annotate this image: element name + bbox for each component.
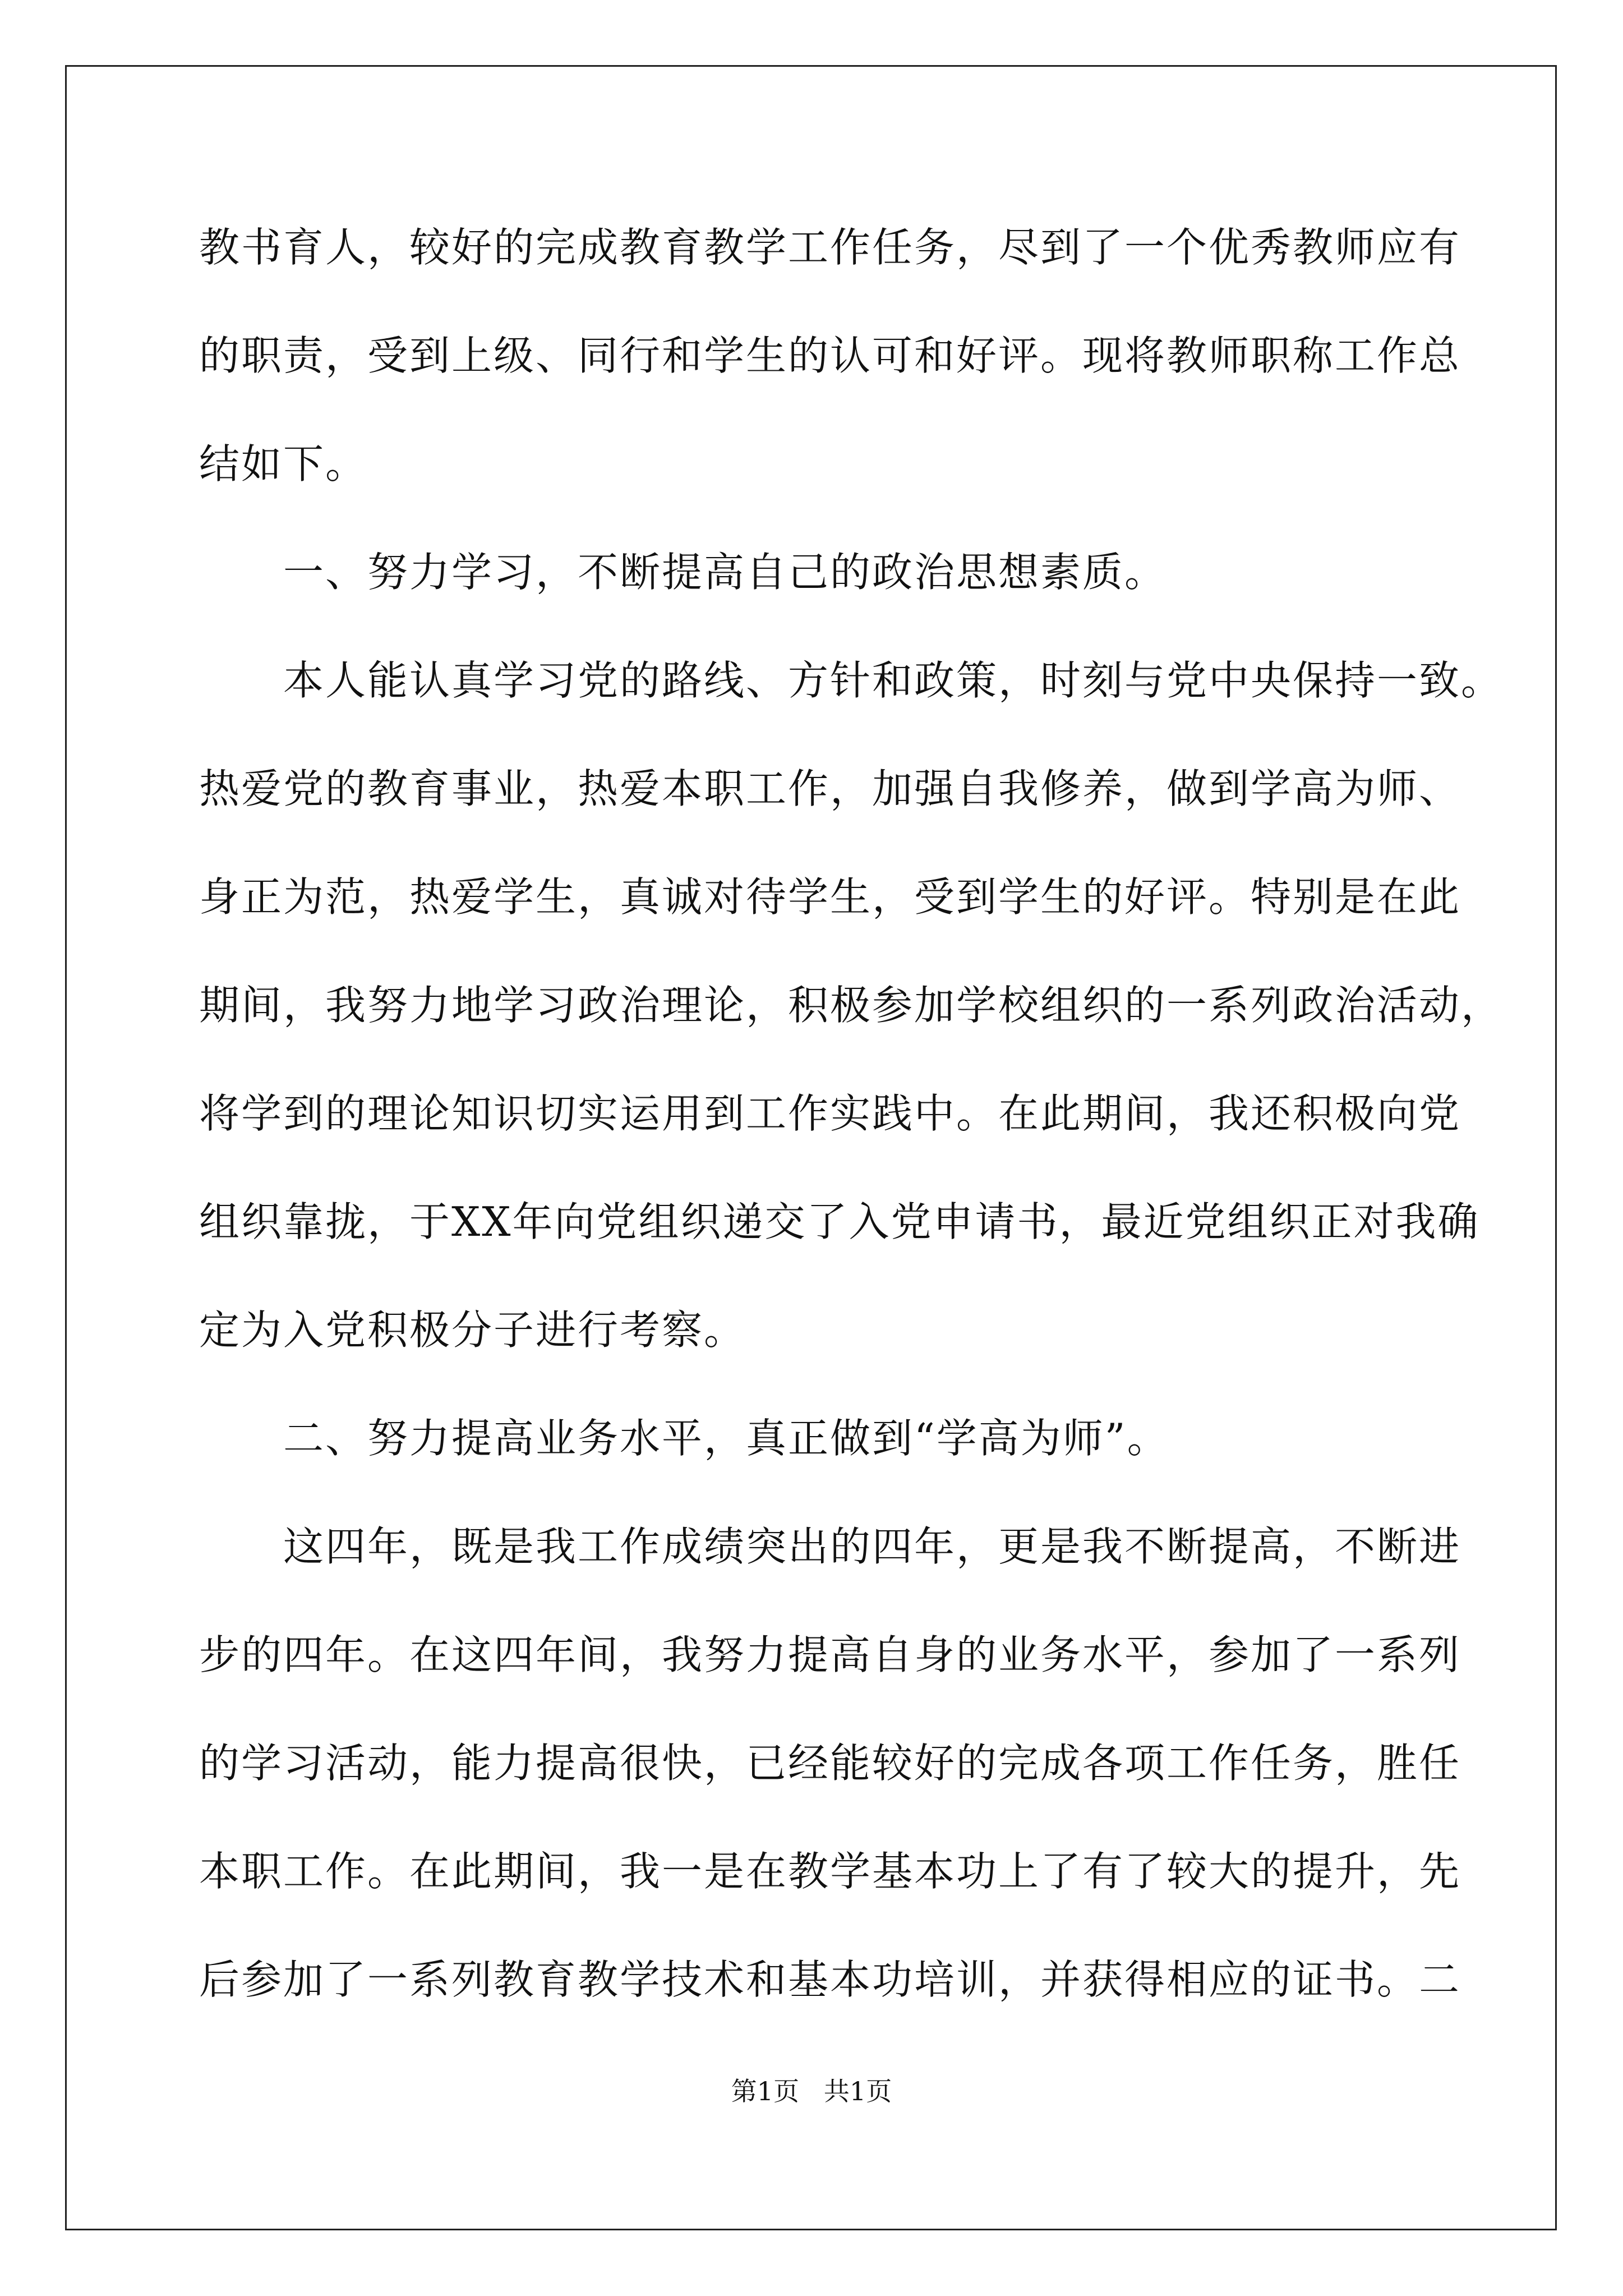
text-line: 后参加了一系列教育教学技术和基本功培训，并获得相应的证书。二 xyxy=(199,1956,1461,2003)
text-line: 结如下。 xyxy=(199,440,368,487)
text-line: 将学到的理论知识切实运用到工作实践中。在此期间，我还积极向党 xyxy=(199,1090,1461,1137)
text-line: 步的四年。在这四年间，我努力提高自身的业务水平，参加了一系列 xyxy=(199,1631,1461,1678)
section-heading: 一、努力学习，不断提高自己的政治思想素质。 xyxy=(199,549,1167,596)
text-line: 本人能认真学习党的路线、方针和政策，时刻与党中央保持一致。 xyxy=(199,657,1504,704)
text-line: 的学习活动，能力提高很快，已经能较好的完成各项工作任务，胜任 xyxy=(199,1740,1461,1787)
page-number-footer: 第1页 共1页 xyxy=(731,2076,892,2106)
text-line: 的职责，受到上级、同行和学生的认可和好评。现将教师职称工作总 xyxy=(199,332,1461,379)
text-line: 本职工作。在此期间，我一是在教学基本功上了有了较大的提升，先 xyxy=(199,1848,1461,1895)
text-line: 这四年，既是我工作成绩突出的四年，更是我不断提高，不断进 xyxy=(199,1523,1461,1570)
section-heading: 二、努力提高业务水平，真正做到“学高为师”。 xyxy=(199,1415,1169,1462)
text-line: 定为入党积极分子进行考察。 xyxy=(199,1306,746,1354)
page-border xyxy=(65,65,1557,2230)
text-line: 期间，我努力地学习政治理论，积极参加学校组织的一系列政治活动， xyxy=(199,982,1504,1029)
text-line: 热爱党的教育事业，热爱本职工作，加强自我修养，做到学高为师、 xyxy=(199,765,1461,812)
text-line: 教书育人，较好的完成教育教学工作任务，尽到了一个优秀教师应有 xyxy=(199,224,1461,271)
text-line: 身正为范，热爱学生，真诚对待学生，受到学生的好评。特别是在此 xyxy=(199,873,1461,921)
text-line: 组织靠拢，于XX年向党组织递交了入党申请书，最近党组织正对我确 xyxy=(199,1198,1480,1245)
